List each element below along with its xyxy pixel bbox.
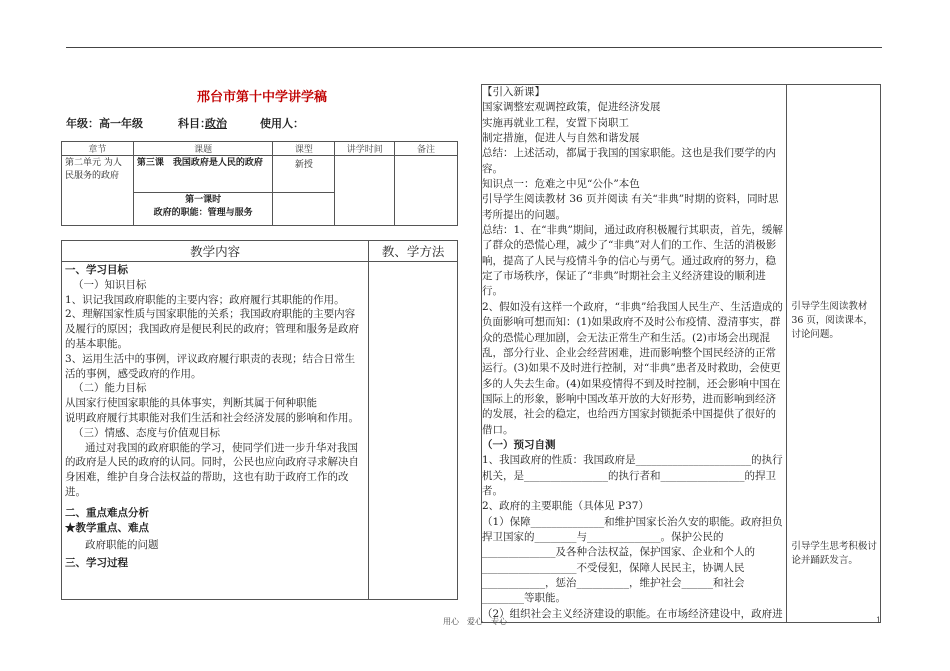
process-notes-cell xyxy=(787,85,881,623)
note-discussion: 引导学生思考积极讨论并踊跃发言。 xyxy=(791,541,877,566)
remark-cell xyxy=(395,156,458,226)
pretest-title: （一）预习自测 xyxy=(482,438,556,451)
ability-goal-2: 说明政府履行其职能对我们生活和社会经济发展的影响和作用。 xyxy=(65,411,359,424)
sub-topic: 政府的职能：管理与服务 xyxy=(153,208,253,218)
ability-goal-title: （二）能力目标 xyxy=(73,382,147,395)
intro-item-1: 国家调整宏观调控政策，促进经济发展 xyxy=(482,101,661,114)
subject-value: 政治 xyxy=(205,117,227,130)
knowledge-point-1: 知识点一：危难之中见“公仆”本色 xyxy=(482,178,640,191)
process-content-cell xyxy=(482,85,787,623)
pretest-q2-1: （1）保障______________和维护国家长治久安的职能。政府担负捍卫国家的________与______________。保护公民的______________及各种合法权益，保护国家、企业和个人的__________________不受侵犯，保障人民民主，协调人民____________，惩治__________，维护社会______和社会________等职能。 xyxy=(482,515,783,605)
header-chapter: 章节 xyxy=(62,142,134,156)
knowledge-goal-2: 2、理解国家性质与国家职能的关系；我国政府职能的主要内容及履行的原因；我国政府是便民利民的政府；管理和服务是政府的基本职能。 xyxy=(65,308,359,350)
summary-2: 2、假如没有这样一个政府，“非典”给我国人民生产、生活造成的负面影响可想而知：(1)如果政府不及时公布疫情、澄清事实，群众的恐慌心理加剧，会无法正常生产和生活。(2)市场会出现混乱，部分行业、企业会经营困难，进而影响整个国民经济的正常运行。(3)如果不及时进行控制，对“非典”患者及时救助，会使更多的人失去生命。(4)如果疫情得不到及时控制，还会影响中国在国际上的形象，影响中国改革开放的大好形势，进而影响到经济的发展，社会的稳定，也给西方国家封锁扼杀中国提供了很好的借口。 xyxy=(482,300,783,436)
lesson-cell: 第三课 我国政府是人民的政府 xyxy=(133,156,273,193)
subject-label: 科目： xyxy=(178,117,211,130)
header-time: 讲学时间 xyxy=(335,142,395,156)
note-reading: 引导学生阅读教材 36 页，阅读课本，讨论问题。 xyxy=(791,301,873,340)
knowledge-goal-1: 1、识记我国政府职能的主要内容；政府履行其职能的作用。 xyxy=(65,293,345,306)
lesson-info-table xyxy=(61,141,458,226)
method-header: 教、学方法 xyxy=(369,241,458,262)
user-label: 使用人： xyxy=(260,117,304,130)
time-cell xyxy=(335,156,395,226)
section-process: 三、学习过程 xyxy=(65,557,128,570)
sub-lesson-cell xyxy=(133,193,273,226)
intro-item-3: 制定措施，促进人与自然和谐发展 xyxy=(482,132,640,145)
lesson-type-cell: 新授 xyxy=(273,156,335,193)
knowledge-goal-title: （一）知识目标 xyxy=(73,278,147,291)
guide-reading: 引导学生阅读教材 36 页并阅读 有关“非典”时期的资料，同时思考所提出的问题。 xyxy=(482,193,779,221)
header-type: 课型 xyxy=(273,142,335,156)
intro-summary: 总结：上述活动，都属于我国的国家职能。这也是我们要学的内容。 xyxy=(482,147,776,175)
key-points-label: ★教学重点、难点 xyxy=(65,521,149,534)
intro-item-2: 实施再就业工程，安置下岗职工 xyxy=(482,116,629,129)
grade-label: 年级： xyxy=(66,117,99,130)
grade-value: 高一年级 xyxy=(99,117,143,130)
method-cell xyxy=(369,262,458,600)
page-number: 1 xyxy=(876,616,882,625)
section-key-points: 二、重点难点分析 xyxy=(65,506,149,519)
summary-1: 总结：1、在“非典”期间，通过政府积极履行其职责，首先，缓解了群众的恐慌心理，减少了“非典”对人们的工作、生活的消极影响，提高了人民与疫情斗争的信心与勇气。通过政府的努力，稳定了市场秩序，保证了“非典”时期社会主义经济建设的顺利进行。 xyxy=(482,224,783,298)
header-remark: 备注 xyxy=(395,142,458,156)
header-rule xyxy=(66,47,882,48)
header-lesson: 课题 xyxy=(133,142,273,156)
content-header: 教学内容 xyxy=(62,241,369,262)
sub-title: 第一课时 xyxy=(185,195,222,205)
chapter-cell: 第二单元 为人民服务的政府 xyxy=(62,156,134,226)
section-objectives: 一、学习目标 xyxy=(65,264,128,276)
page-title: 邢台市第十中学讲学稿 xyxy=(196,90,327,105)
knowledge-goal-3: 3、运用生活中的事例，评议政府履行职责的表现；结合日常生活的事例，感受政府的作用。 xyxy=(65,352,356,380)
content-cell xyxy=(62,262,369,600)
intro-title: 【引入新课】 xyxy=(482,86,545,98)
emotion-goal-title: （三）情感、态度与价值观目标 xyxy=(73,426,220,439)
ability-goal-1: 从国家行使国家职能的具体事实，判断其属于何种职能 xyxy=(65,397,317,410)
pretest-q2-2: （2）组织社会主义经济建设的职能。在市场经济建设中，政府进 xyxy=(482,607,783,620)
pretest-q1: 1、我国政府的性质：我国政府是______________________的执行机关，是________________的执行者和________________的捍卫者。 xyxy=(482,454,783,497)
teaching-content-table xyxy=(61,240,458,600)
process-table xyxy=(481,84,881,623)
key-points-text: 政府职能的问题 xyxy=(85,539,159,552)
pretest-q2: 2、政府的主要职能（具体见 P37） xyxy=(482,500,649,513)
emotion-goal-text: 通过对我国的政府职能的学习，使同学们进一步升华对我国的政府是人民的政府的认同。同时，公民也应向政府寻求解决自身困难，维护自身合法权益的帮助，这也有助于政府工作的改进。 xyxy=(65,441,359,498)
footer-text: 用心 爱心 专心 xyxy=(443,617,507,626)
empty-type-cell xyxy=(273,193,335,226)
